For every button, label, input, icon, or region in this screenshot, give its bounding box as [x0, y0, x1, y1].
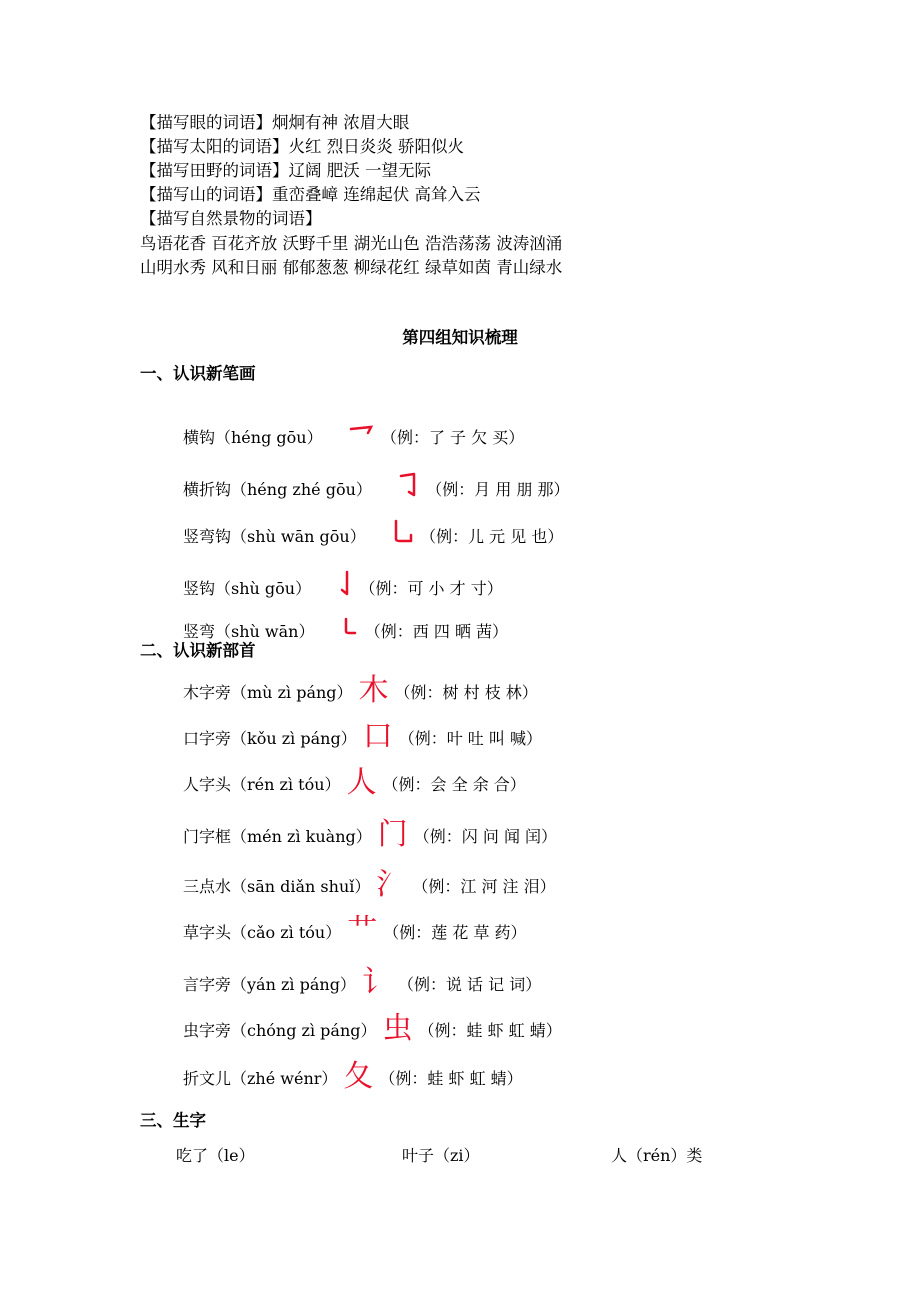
- radical-examples: （例：蛙 虾 虹 蜻）: [379, 1068, 523, 1088]
- radical-examples: （例：莲 花 草 药）: [383, 922, 527, 942]
- char-item: 叶子（zi）: [402, 1146, 480, 1165]
- stroke-name: 竖弯（shù wān）: [183, 621, 315, 641]
- radical-men-glyph: 门: [377, 817, 408, 852]
- section-heading-strokes: 一、认识新笔画: [140, 364, 256, 383]
- radical-row: [183, 817, 558, 852]
- radical-row: [183, 867, 556, 902]
- section-heading-chars: 三、生字: [140, 1111, 206, 1130]
- radical-kou-glyph: 口: [362, 719, 393, 754]
- radical-name: 折文儿（zhé wénr）: [183, 1068, 338, 1088]
- stroke-name: 竖钩（shù gōu）: [183, 578, 312, 598]
- radical-mu-glyph: 木: [358, 673, 389, 708]
- radical-examples: （例：江 河 注 泪）: [412, 876, 556, 896]
- radical-name: 口字旁（kǒu zì páng）: [183, 728, 357, 748]
- radical-examples: （例：闪 问 闻 闰）: [413, 826, 558, 846]
- radical-row: [183, 1059, 523, 1094]
- radical-examples: （例：说 话 记 词）: [397, 974, 542, 994]
- radical-ren-glyph: 人: [346, 765, 377, 800]
- radical-shui-glyph: 氵: [376, 867, 407, 902]
- radical-chong-glyph: 虫: [382, 1011, 413, 1046]
- vocab-line-nature-2: 山明水秀 风和日丽 郁郁葱葱 柳绿花红 绿草如茵 青山绿水: [140, 258, 563, 277]
- stroke-examples: （例：月 用 朋 那）: [426, 479, 570, 499]
- radical-row: [183, 965, 542, 1000]
- vocab-line-mountain: 【描写山的词语】重峦叠嶂 连绵起伏 高耸入云: [140, 185, 481, 204]
- radical-name: 草字头（cǎo zì tóu）: [183, 922, 342, 942]
- radical-examples: （例：叶 吐 叫 喊）: [398, 728, 542, 748]
- radical-cao-glyph: 艹: [347, 913, 378, 948]
- radical-row: [183, 913, 527, 948]
- radical-name: 虫字旁（chóng zì páng）: [183, 1020, 377, 1040]
- vocab-line-nature-heading: 【描写自然景物的词语】: [140, 209, 322, 228]
- radical-examples: （例：树 村 枝 林）: [394, 682, 538, 702]
- radical-row: [183, 719, 542, 754]
- shu-wan-stroke-icon: [320, 598, 358, 662]
- radical-name: 言字旁（yán zì páng）: [183, 974, 356, 994]
- radical-zhewen-glyph: 夂: [343, 1059, 374, 1094]
- radical-examples: （例：蛙 虾 虹 蜻）: [418, 1020, 562, 1040]
- stroke-examples: （例：可 小 才 寸）: [359, 578, 503, 598]
- vocab-line-sun: 【描写太阳的词语】火红 烈日炎炎 骄阳似火: [140, 137, 464, 156]
- radical-row: [183, 1011, 562, 1046]
- vocab-line-field: 【描写田野的词语】辽阔 肥沃 一望无际: [140, 161, 431, 180]
- radical-name: 木字旁（mù zì páng）: [183, 682, 353, 702]
- radical-name: 门字框（mén zì kuàng）: [183, 826, 372, 846]
- stroke-examples: （例：了 子 欠 买）: [380, 427, 525, 447]
- vocab-line-eyes: 【描写眼的词语】炯炯有神 浓眉大眼: [140, 113, 410, 132]
- radical-examples: （例：会 全 余 合）: [382, 774, 526, 794]
- section-heading-radicals: 二、认识新部首: [140, 641, 256, 660]
- stroke-name: 竖弯钩（shù wān gōu）: [183, 526, 366, 546]
- char-item: 人（rén）类: [611, 1146, 703, 1165]
- radical-row: [183, 765, 526, 800]
- radical-yan-glyph: 讠: [361, 965, 392, 1000]
- stroke-name: 横折钩（héng zhé gōu）: [183, 479, 372, 499]
- stroke-examples: （例：儿 元 见 也）: [420, 526, 564, 546]
- stroke-examples: （例：西 四 晒 茜）: [364, 621, 509, 641]
- radical-name: 三点水（sān diǎn shuǐ）: [183, 876, 371, 896]
- stroke-name: 横钩（héng gōu）: [183, 427, 323, 447]
- char-item: 吃了（le）: [176, 1146, 255, 1165]
- radical-name: 人字头（rén zì tóu）: [183, 774, 341, 794]
- vocab-line-nature-1: 鸟语花香 百花齐放 沃野千里 湖光山色 浩浩荡荡 波涛汹涌: [140, 234, 563, 253]
- radical-row: [183, 673, 538, 708]
- page-title: 第四组知识梳理: [402, 328, 518, 347]
